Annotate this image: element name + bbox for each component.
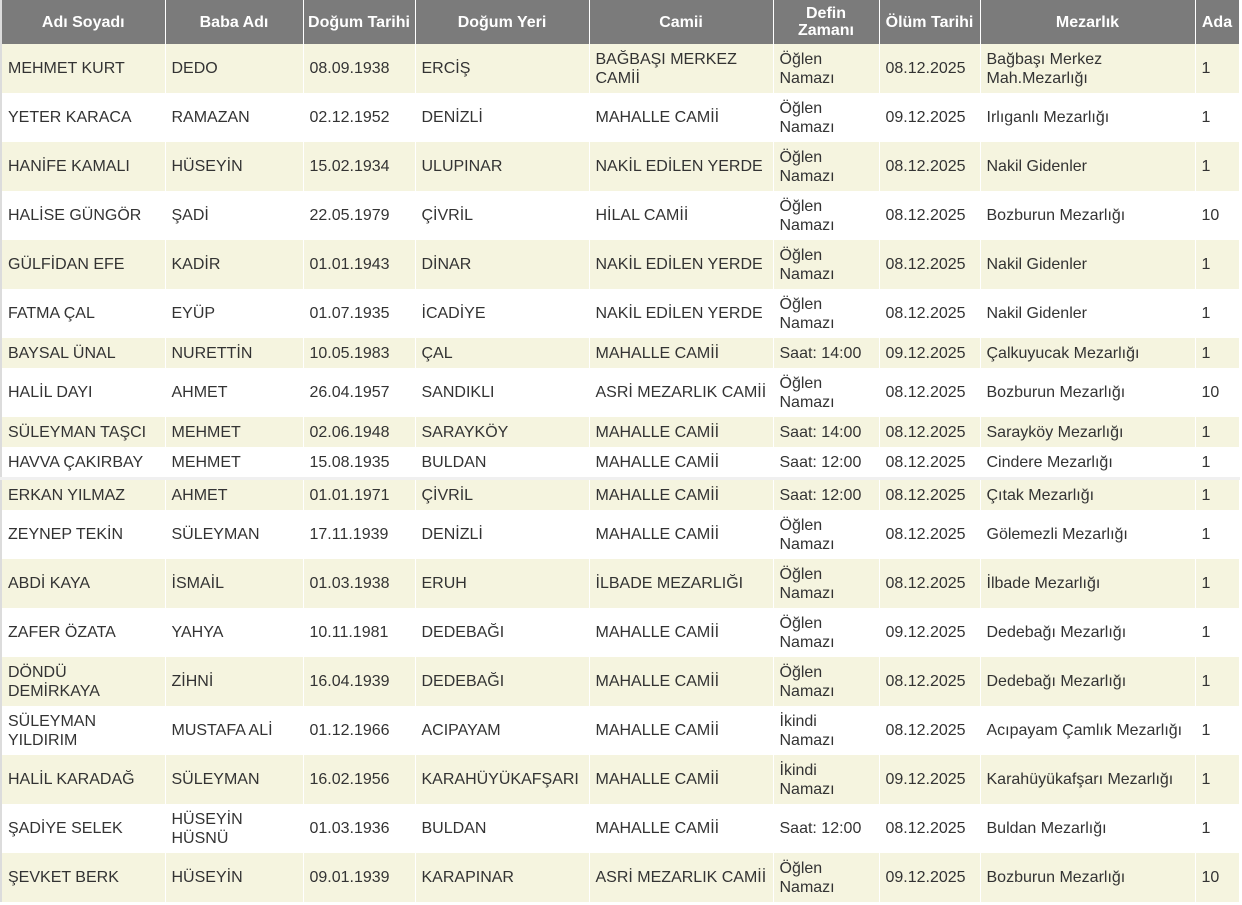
cell-ad-soyad: HALİSE GÜNGÖR xyxy=(1,191,165,240)
table-row xyxy=(1,447,1242,479)
cell-dogum-yeri: BULDAN xyxy=(415,447,589,479)
table-row xyxy=(1,706,1242,755)
cell-olum-tarihi: 09.12.2025 xyxy=(879,93,980,142)
cell-dogum-yeri: ÇİVRİL xyxy=(415,191,589,240)
cell-mezarlik: Bozburun Mezarlığı xyxy=(980,368,1195,417)
cell-ad-soyad: SÜLEYMAN TAŞCI xyxy=(1,417,165,447)
cell-camii: MAHALLE CAMİİ xyxy=(589,657,773,706)
cell-dogum-tarihi: 10.05.1983 xyxy=(303,338,415,368)
cell-baba-adi: HÜSEYİN xyxy=(165,142,303,191)
cell-ada: 1 xyxy=(1195,804,1239,853)
cell-camii: MAHALLE CAMİİ xyxy=(589,755,773,804)
table-row xyxy=(1,142,1242,191)
table-row xyxy=(1,657,1242,706)
cell-ada: 1 xyxy=(1195,417,1239,447)
header-olum-tarihi[interactable]: Ölüm Tarihi xyxy=(879,0,980,44)
cell-dogum-yeri: DEDEBAĞI xyxy=(415,608,589,657)
cell-mezarlik: Karahüyükafşarı Mezarlığı xyxy=(980,755,1195,804)
cell-dogum-yeri: ACIPAYAM xyxy=(415,706,589,755)
cell-defin-zamani: Saat: 12:00 xyxy=(773,479,879,511)
cell-ada: 1 xyxy=(1195,447,1239,479)
cell-dogum-yeri: İCADİYE xyxy=(415,289,589,338)
cell-defin-zamani: Öğlen Namazı xyxy=(773,240,879,289)
cell-mezarlik: Dedebağı Mezarlığı xyxy=(980,608,1195,657)
cell-ad-soyad: ZAFER ÖZATA xyxy=(1,608,165,657)
cell-olum-tarihi: 08.12.2025 xyxy=(879,559,980,608)
table-row xyxy=(1,608,1242,657)
cell-ada: 1 xyxy=(1195,479,1239,511)
cell-dogum-tarihi: 02.06.1948 xyxy=(303,417,415,447)
cell-camii: HİLAL CAMİİ xyxy=(589,191,773,240)
cell-olum-tarihi: 09.12.2025 xyxy=(879,853,980,902)
cell-defin-zamani: İkindi Namazı xyxy=(773,706,879,755)
cell-dogum-tarihi: 16.02.1956 xyxy=(303,755,415,804)
table-row xyxy=(1,338,1242,368)
cell-baba-adi: DEDO xyxy=(165,44,303,93)
cell-dogum-yeri: ULUPINAR xyxy=(415,142,589,191)
cell-mezarlik: Bozburun Mezarlığı xyxy=(980,853,1195,902)
cell-olum-tarihi: 08.12.2025 xyxy=(879,289,980,338)
cell-baba-adi: YAHYA xyxy=(165,608,303,657)
table-row xyxy=(1,417,1242,447)
cell-defin-zamani: Öğlen Namazı xyxy=(773,289,879,338)
cell-mezarlik: Sarayköy Mezarlığı xyxy=(980,417,1195,447)
cell-defin-zamani: Öğlen Namazı xyxy=(773,44,879,93)
cell-dogum-tarihi: 22.05.1979 xyxy=(303,191,415,240)
cell-baba-adi: RAMAZAN xyxy=(165,93,303,142)
cell-olum-tarihi: 08.12.2025 xyxy=(879,44,980,93)
cell-camii: NAKİL EDİLEN YERDE xyxy=(589,142,773,191)
cell-defin-zamani: Saat: 14:00 xyxy=(773,338,879,368)
header-ad-soyad[interactable]: Adı Soyadı xyxy=(1,0,165,44)
cell-ada: 1 xyxy=(1195,338,1239,368)
cell-ad-soyad: HAVVA ÇAKIRBAY xyxy=(1,447,165,479)
cell-baba-adi: İSMAİL xyxy=(165,559,303,608)
cell-ad-soyad: SÜLEYMAN YILDIRIM xyxy=(1,706,165,755)
table-row xyxy=(1,240,1242,289)
cell-ad-soyad: ŞEVKET BERK xyxy=(1,853,165,902)
table-row xyxy=(1,510,1242,559)
cell-dogum-tarihi: 10.11.1981 xyxy=(303,608,415,657)
cell-dogum-yeri: DİNAR xyxy=(415,240,589,289)
cell-baba-adi: EYÜP xyxy=(165,289,303,338)
cell-ad-soyad: ŞADİYE SELEK xyxy=(1,804,165,853)
cell-defin-zamani: Öğlen Namazı xyxy=(773,191,879,240)
cell-dogum-yeri: ÇAL xyxy=(415,338,589,368)
cell-mezarlik: Nakil Gidenler xyxy=(980,142,1195,191)
cell-dogum-tarihi: 01.07.1935 xyxy=(303,289,415,338)
cell-dogum-tarihi: 15.08.1935 xyxy=(303,447,415,479)
cell-camii: MAHALLE CAMİİ xyxy=(589,804,773,853)
cell-defin-zamani: Öğlen Namazı xyxy=(773,93,879,142)
cell-mezarlik: İlbade Mezarlığı xyxy=(980,559,1195,608)
cell-camii: ASRİ MEZARLIK CAMİİ xyxy=(589,853,773,902)
cell-defin-zamani: Öğlen Namazı xyxy=(773,510,879,559)
cell-ada: 1 xyxy=(1195,93,1239,142)
cell-ada: 1 xyxy=(1195,510,1239,559)
cell-ada: 1 xyxy=(1195,657,1239,706)
cell-baba-adi: SÜLEYMAN xyxy=(165,755,303,804)
cell-camii: ASRİ MEZARLIK CAMİİ xyxy=(589,368,773,417)
cell-defin-zamani: Saat: 14:00 xyxy=(773,417,879,447)
cell-baba-adi: MEHMET xyxy=(165,417,303,447)
cell-olum-tarihi: 08.12.2025 xyxy=(879,706,980,755)
cell-ad-soyad: HALİL DAYI xyxy=(1,368,165,417)
header-dogum-tarihi[interactable]: Doğum Tarihi xyxy=(303,0,415,44)
cell-olum-tarihi: 08.12.2025 xyxy=(879,657,980,706)
cell-dogum-tarihi: 09.01.1939 xyxy=(303,853,415,902)
cell-ada: 1 xyxy=(1195,289,1239,338)
cell-ada: 10 xyxy=(1195,853,1239,902)
cell-camii: MAHALLE CAMİİ xyxy=(589,93,773,142)
cell-dogum-tarihi: 01.03.1936 xyxy=(303,804,415,853)
cell-camii: MAHALLE CAMİİ xyxy=(589,706,773,755)
cell-dogum-tarihi: 15.02.1934 xyxy=(303,142,415,191)
cell-defin-zamani: Öğlen Namazı xyxy=(773,853,879,902)
cell-mezarlik: Bozburun Mezarlığı xyxy=(980,191,1195,240)
header-defin-zamani[interactable]: Defin Zamanı xyxy=(773,0,879,44)
cell-dogum-tarihi: 08.09.1938 xyxy=(303,44,415,93)
cell-baba-adi: MUSTAFA ALİ xyxy=(165,706,303,755)
cell-defin-zamani: Öğlen Namazı xyxy=(773,559,879,608)
cell-ada: 1 xyxy=(1195,44,1239,93)
cell-ada: 1 xyxy=(1195,142,1239,191)
cell-dogum-tarihi: 26.04.1957 xyxy=(303,368,415,417)
cell-camii: MAHALLE CAMİİ xyxy=(589,479,773,511)
cell-olum-tarihi: 08.12.2025 xyxy=(879,804,980,853)
table-row xyxy=(1,191,1242,240)
cell-mezarlik: Nakil Gidenler xyxy=(980,240,1195,289)
cell-dogum-tarihi: 02.12.1952 xyxy=(303,93,415,142)
table-row xyxy=(1,755,1242,804)
cell-ad-soyad: BAYSAL ÜNAL xyxy=(1,338,165,368)
cell-dogum-tarihi: 17.11.1939 xyxy=(303,510,415,559)
cell-camii: MAHALLE CAMİİ xyxy=(589,608,773,657)
cell-ada: 1 xyxy=(1195,608,1239,657)
cell-dogum-tarihi: 16.04.1939 xyxy=(303,657,415,706)
table-body xyxy=(1,44,1242,902)
cell-defin-zamani: İkindi Namazı xyxy=(773,755,879,804)
cell-olum-tarihi: 09.12.2025 xyxy=(879,338,980,368)
table-row xyxy=(1,804,1242,853)
cell-baba-adi: MEHMET xyxy=(165,447,303,479)
cell-ada: 10 xyxy=(1195,191,1239,240)
header-ada[interactable]: Ada xyxy=(1195,0,1239,44)
cell-mezarlik: Acıpayam Çamlık Mezarlığı xyxy=(980,706,1195,755)
cell-baba-adi: AHMET xyxy=(165,368,303,417)
cell-dogum-yeri: DENİZLİ xyxy=(415,510,589,559)
cell-ad-soyad: DÖNDÜ DEMİRKAYA xyxy=(1,657,165,706)
cell-ada: 10 xyxy=(1195,368,1239,417)
cell-defin-zamani: Öğlen Namazı xyxy=(773,657,879,706)
cell-dogum-yeri: KARAPINAR xyxy=(415,853,589,902)
cell-dogum-yeri: SANDIKLI xyxy=(415,368,589,417)
cell-defin-zamani: Öğlen Namazı xyxy=(773,142,879,191)
header-camii[interactable]: Camii xyxy=(589,0,773,44)
cell-olum-tarihi: 08.12.2025 xyxy=(879,142,980,191)
cell-mezarlik: Irlıganlı Mezarlığı xyxy=(980,93,1195,142)
cell-camii: MAHALLE CAMİİ xyxy=(589,447,773,479)
cell-camii: MAHALLE CAMİİ xyxy=(589,417,773,447)
cell-camii: İLBADE MEZARLIĞI xyxy=(589,559,773,608)
cell-mezarlik: Çıtak Mezarlığı xyxy=(980,479,1195,511)
cell-ada: 1 xyxy=(1195,755,1239,804)
cell-dogum-yeri: KARAHÜYÜKAFŞARI xyxy=(415,755,589,804)
header-mezarlik[interactable]: Mezarlık xyxy=(980,0,1195,44)
table-row xyxy=(1,93,1242,142)
table-row xyxy=(1,853,1242,902)
cell-ada: 1 xyxy=(1195,706,1239,755)
table-row xyxy=(1,44,1242,93)
cell-dogum-yeri: SARAYKÖY xyxy=(415,417,589,447)
table-header xyxy=(1,0,1242,44)
cell-ad-soyad: ERKAN YILMAZ xyxy=(1,479,165,511)
cell-defin-zamani: Saat: 12:00 xyxy=(773,447,879,479)
header-dogum-yeri[interactable]: Doğum Yeri xyxy=(415,0,589,44)
cell-mezarlik: Cindere Mezarlığı xyxy=(980,447,1195,479)
cell-dogum-tarihi: 01.03.1938 xyxy=(303,559,415,608)
cell-olum-tarihi: 09.12.2025 xyxy=(879,755,980,804)
cell-defin-zamani: Saat: 12:00 xyxy=(773,804,879,853)
cell-mezarlik: Dedebağı Mezarlığı xyxy=(980,657,1195,706)
cell-defin-zamani: Öğlen Namazı xyxy=(773,608,879,657)
cell-dogum-yeri: DENİZLİ xyxy=(415,93,589,142)
cell-ad-soyad: HALİL KARADAĞ xyxy=(1,755,165,804)
header-baba-adi[interactable]: Baba Adı xyxy=(165,0,303,44)
table-row xyxy=(1,368,1242,417)
cell-dogum-tarihi: 01.01.1971 xyxy=(303,479,415,511)
cell-olum-tarihi: 08.12.2025 xyxy=(879,240,980,289)
cell-camii: MAHALLE CAMİİ xyxy=(589,510,773,559)
cell-baba-adi: NURETTİN xyxy=(165,338,303,368)
cell-ad-soyad: ZEYNEP TEKİN xyxy=(1,510,165,559)
cell-ad-soyad: FATMA ÇAL xyxy=(1,289,165,338)
cell-mezarlik: Buldan Mezarlığı xyxy=(980,804,1195,853)
cell-dogum-yeri: BULDAN xyxy=(415,804,589,853)
cell-baba-adi: ZİHNİ xyxy=(165,657,303,706)
cell-ada: 1 xyxy=(1195,559,1239,608)
cell-olum-tarihi: 08.12.2025 xyxy=(879,510,980,559)
cell-defin-zamani: Öğlen Namazı xyxy=(773,368,879,417)
table-row xyxy=(1,479,1242,511)
cell-baba-adi: HÜSEYİN xyxy=(165,853,303,902)
cell-baba-adi: HÜSEYİN HÜSNÜ xyxy=(165,804,303,853)
cell-olum-tarihi: 08.12.2025 xyxy=(879,417,980,447)
cell-baba-adi: ŞADİ xyxy=(165,191,303,240)
cell-camii: NAKİL EDİLEN YERDE xyxy=(589,240,773,289)
cell-olum-tarihi: 08.12.2025 xyxy=(879,479,980,511)
cell-ad-soyad: HANİFE KAMALI xyxy=(1,142,165,191)
cell-dogum-yeri: ÇİVRİL xyxy=(415,479,589,511)
cell-baba-adi: KADİR xyxy=(165,240,303,289)
cell-ad-soyad: MEHMET KURT xyxy=(1,44,165,93)
cell-dogum-tarihi: 01.12.1966 xyxy=(303,706,415,755)
cell-mezarlik: Nakil Gidenler xyxy=(980,289,1195,338)
cell-camii: BAĞBAŞI MERKEZ CAMİİ xyxy=(589,44,773,93)
cell-mezarlik: Çalkuyucak Mezarlığı xyxy=(980,338,1195,368)
cell-olum-tarihi: 08.12.2025 xyxy=(879,368,980,417)
cell-camii: MAHALLE CAMİİ xyxy=(589,338,773,368)
table-row xyxy=(1,289,1242,338)
cell-ad-soyad: ABDİ KAYA xyxy=(1,559,165,608)
cell-ada: 1 xyxy=(1195,240,1239,289)
table-row xyxy=(1,559,1242,608)
cell-mezarlik: Bağbaşı Merkez Mah.Mezarlığı xyxy=(980,44,1195,93)
cell-dogum-yeri: DEDEBAĞI xyxy=(415,657,589,706)
cell-dogum-yeri: ERCİŞ xyxy=(415,44,589,93)
cell-ad-soyad: GÜLFİDAN EFE xyxy=(1,240,165,289)
cell-baba-adi: AHMET xyxy=(165,479,303,511)
cell-camii: NAKİL EDİLEN YERDE xyxy=(589,289,773,338)
cell-olum-tarihi: 08.12.2025 xyxy=(879,191,980,240)
cell-baba-adi: SÜLEYMAN xyxy=(165,510,303,559)
cell-olum-tarihi: 08.12.2025 xyxy=(879,447,980,479)
cell-ad-soyad: YETER KARACA xyxy=(1,93,165,142)
cell-mezarlik: Gölemezli Mezarlığı xyxy=(980,510,1195,559)
cell-olum-tarihi: 09.12.2025 xyxy=(879,608,980,657)
cell-dogum-yeri: ERUH xyxy=(415,559,589,608)
cell-dogum-tarihi: 01.01.1943 xyxy=(303,240,415,289)
